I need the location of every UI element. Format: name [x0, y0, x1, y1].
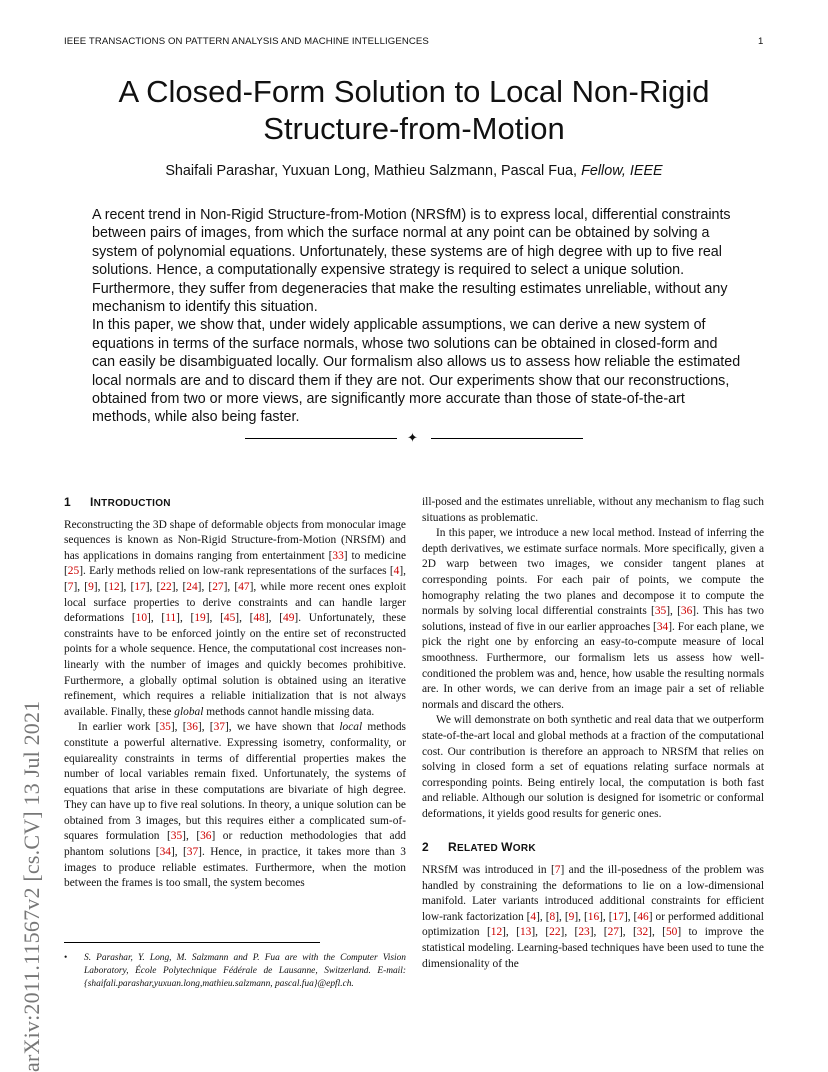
body-paragraph: ill-posed and the estimates unreliable, without any mechanism to flag such situations as problematic.: [422, 496, 764, 524]
body-paragraph: Reconstructing the 3D shape of deformable objects from monocular image sequences is known as Non-Rigid Structure-from-Motion (NRSfM) and has applications in domains ranging from entertainment [33] to medicine [25]. Early methods relied on low-rank representations of the surfaces [4], [7], [9], [12], [17], [22], [24], [27], [47], while more recent ones exploit local surface properties to derive constraints and can handle larger deformations [10], [11], [19], [45], [48], [49]. Unfortunately, these constraints have to be enforced jointly on the entire set of reconstructed points for a whole sequence. Hence, the computational cost increases non-linearly with the number of images and quickly becomes prohibitive. Furthermore, a globally optimal solution is obtained using an iterative refinement, which requires a reliable initialization that is not always available. Finally, these global methods cannot handle missing data.: [64, 518, 406, 718]
section-heading-related-work: [422, 840, 764, 857]
left-column: [64, 495, 406, 892]
author-names: Shaifali Parashar, Yuxuan Long, Mathieu Salzmann, Pascal Fua,: [165, 163, 578, 179]
abstract-paragraph-2: In this paper, we show that, under widely applicable assumptions, we can derive a new system of equations in terms of the surface normals, whose two solutions can be obtained in closed-form and can easily be disambiguated locally. Our formalism also allows us to assess how reliable the estimated local normals are and to discard them if they are not. Our experiments show that our reconstructions, obtained from two or more views, are significantly more accurate than those of state-of-the-art methods, while also being faster.: [92, 317, 741, 426]
body-paragraph: In this paper, we introduce a new local method. Instead of inferring the depth derivatives, we estimate surface normals. More specifically, given a 2D warp between two images, we consider tangent planes at corresponding points. For each pair of points, we compute the homography relating the two planes and decompose it to compute the normals by solving local differential constraints [35], [36]. This has two solutions, instead of five in our earlier approaches [34]. For each plane, we pick the right one by enforcing an easy-to-compute measure of local smoothness. Furthermore, our formalism lets us assess how well-conditioned the problem was and, hence, how usable the resulting normals are. In other words, we can derive from an image pair a set of reliable normals and discard the others.: [422, 527, 764, 711]
footnote-bullet: •: [64, 953, 68, 963]
section-title-initial: I: [90, 495, 94, 509]
body-paragraph: NRSfM was introduced in [7] and the ill-posedness of the problem was handled by constraining the deformations to lie on a low-dimensional manifold. Later variants introduced additional constraints for efficient low-rank factorization [4], [8], [9], [16], [17], [46] or performed additional optimization [12], [13], [22], [23], [27], [32], [50] to improve the statistical modeling. Learning-based techniques have been used to tune the dimensionality of the: [422, 864, 764, 970]
footnote: [64, 952, 406, 990]
arxiv-watermark: arXiv:2011.11567v2 [cs.CV] 13 Jul 2021: [19, 700, 44, 1072]
abstract: [92, 206, 742, 427]
section-title-initial: R: [448, 840, 457, 855]
section-title-rest-2: ORK: [512, 843, 536, 855]
journal-header: IEEE TRANSACTIONS ON PATTERN ANALYSIS AND MACHINE INTELLIGENCES: [64, 36, 429, 47]
separator-rule-left: [245, 438, 397, 439]
section-title-rest: NTRODUCTION: [93, 498, 171, 509]
title-line-2: Structure-from-Motion: [263, 111, 565, 146]
abstract-paragraph-1: A recent trend in Non-Rigid Structure-from-Motion (NRSfM) is to express local, differential constraints between pairs of images, from which the surface normal at any point can be obtained by solving a system of polynomial equations. Unfortunately, these systems are of high degree with up to five real solutions. Hence, a computationally expensive strategy is required to select a unique solution. Furthermore, they suffer from degeneracies that make the resulting estimates unreliable, without any mechanism to identify this situation.: [92, 207, 731, 316]
section-title-initial-2: W: [501, 840, 513, 855]
section-heading-introduction: [64, 495, 406, 512]
title-line-1: A Closed-Form Solution to Local Non-Rigid: [118, 74, 710, 109]
separator-star-icon: ✦: [407, 430, 418, 445]
abstract-separator: [245, 430, 583, 445]
footnote-rule: [64, 942, 320, 943]
separator-rule-right: [431, 438, 583, 439]
page-number: 1: [758, 36, 764, 47]
body-paragraph: We will demonstrate on both synthetic and real data that we outperform state-of-the-art local and global methods at a fraction of the computational cost. Our contribution is therefore an approach to NRSfM that relies on solving in closed form a set of equations relating surface normals at corresponding points. Being entirely local, the computation is both fast and reliable. Although our solution is designed for isometric or conformal deformations, it yields good results for generic ones.: [422, 714, 764, 820]
section-number: 2: [422, 840, 429, 855]
author-list: [64, 163, 764, 179]
body-paragraph: In earlier work [35], [36], [37], we have shown that local methods constitute a powerful alternative. Expressing isometry, conformality, or equiareality constraints in terms of differential properties makes the number of local variables remain fixed. Unfortunately, the systems of equations that arise in these computations are bivariate of high degree. They can have up to five real solutions. In theory, a unique solution can be obtained from 3 images, but this requires either a complicated sum-of-squares formulation [35], [36] or reduction methodologies that add phantom solutions [34], [37]. Hence, in practice, it takes more than 3 images to produce reliable estimates. Furthermore, when the motion between the frames is too small, the system becomes: [64, 721, 406, 890]
section-number: 1: [64, 495, 71, 509]
author-fellow: Fellow, IEEE: [581, 163, 663, 179]
footnote-text: S. Parashar, Y. Long, M. Salzmann and P. Fua are with the Computer Vision Laboratory, École Polytechnique Fédérale de Lausanne, Switzerland. E-mail: {shaifali.parashar,yuxuan.long,mathieu.salzmann, pascal.fua}@epfl.ch.: [84, 953, 406, 989]
section-title-rest: ELATED: [456, 843, 502, 855]
right-column: [422, 495, 764, 972]
paper-title: [64, 73, 764, 147]
